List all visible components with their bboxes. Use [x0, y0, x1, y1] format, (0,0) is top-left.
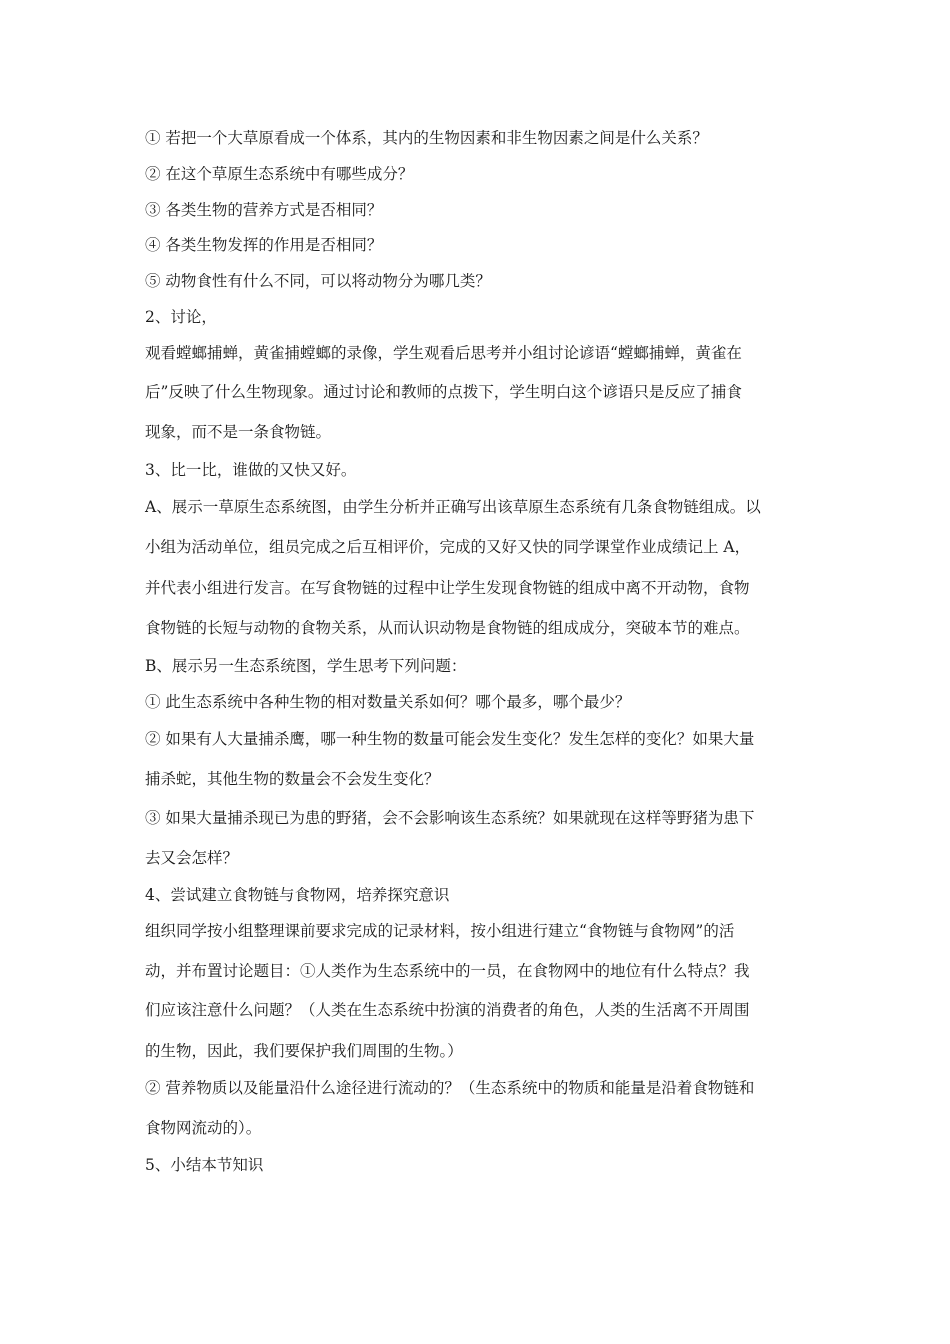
activity-a-line: 食物链的长短与动物的食物关系，从而认识动物是食物链的组成成分，突破本节的难点。 [145, 619, 750, 637]
section-2-heading: 2、讨论， [145, 308, 217, 326]
activity-b-question-3: ③ 如果大量捕杀现已为患的野猪，会不会影响该生态系统？如果就现在这样等野猪为患下 [145, 809, 755, 827]
activity-a-line: 并代表小组进行发言。在写食物链的过程中让学生发现食物链的组成中离不开动物，食物 [145, 579, 750, 597]
discussion-paragraph-line: 观看螳螂捕蝉，黄雀捕螳螂的录像，学生观看后思考并小组讨论谚语“螳螂捕蝉，黄雀在 [145, 344, 742, 362]
question-3-line: ③ 各类生物的营养方式是否相同？ [145, 201, 383, 219]
activity-b-heading: B、展示另一生态系统图，学生思考下列问题： [145, 657, 467, 675]
section-3-heading: 3、比一比，谁做的又快又好。 [145, 461, 357, 479]
activity-a-line: A、展示一草原生态系统图，由学生分析并正确写出该草原生态系统有几条食物链组成。以 [145, 498, 761, 516]
activity-b-question-3-cont: 去又会怎样？ [145, 849, 239, 867]
energy-flow-question: ② 营养物质以及能量沿什么途径进行流动的？（生态系统中的物质和能量是沿着食物链和 [145, 1079, 755, 1097]
activity-a-line: 小组为活动单位，组员完成之后互相评价，完成的又好又快的同学课堂作业成绩记上 A， [145, 538, 751, 556]
discussion-paragraph-line: 后”反映了什么生物现象。通过讨论和教师的点拨下，学生明白这个谚语只是反应了捕食 [145, 383, 742, 401]
question-4-line: ④ 各类生物发挥的作用是否相同？ [145, 236, 383, 254]
energy-flow-question-cont: 食物网流动的）。 [145, 1119, 262, 1137]
question-1-line: ① 若把一个大草原看成一个体系，其内的生物因素和非生物因素之间是什么关系？ [145, 129, 708, 147]
food-web-paragraph-line: 的生物，因此，我们要保护我们周围的生物。） [145, 1042, 463, 1060]
activity-b-question-2-cont: 捕杀蛇，其他生物的数量会不会发生变化？ [145, 770, 440, 788]
food-web-paragraph-line: 组织同学按小组整理课前要求完成的记录材料，按小组进行建立“食物链与食物网”的活 [145, 922, 735, 940]
question-2-line: ② 在这个草原生态系统中有哪些成分？ [145, 165, 414, 183]
discussion-paragraph-line: 现象，而不是一条食物链。 [145, 423, 332, 441]
food-web-paragraph-line: 们应该注意什么问题？（人类在生态系统中扮演的消费者的角色，人类的生活离不开周围 [145, 1001, 750, 1019]
section-4-heading: 4、尝试建立食物链与食物网，培养探究意识 [145, 886, 450, 904]
activity-b-question-1: ① 此生态系统中各种生物的相对数量关系如何？哪个最多，哪个最少？ [145, 693, 631, 711]
activity-b-question-2: ② 如果有人大量捕杀鹰，哪一种生物的数量可能会发生变化？发生怎样的变化？如果大量 [145, 730, 755, 748]
question-5-line: ⑤ 动物食性有什么不同，可以将动物分为哪几类？ [145, 272, 491, 290]
food-web-paragraph-line: 动，并布置讨论题目：①人类作为生态系统中的一员，在食物网中的地位有什么特点？我 [145, 962, 750, 980]
section-5-heading: 5、小结本节知识 [145, 1156, 264, 1174]
